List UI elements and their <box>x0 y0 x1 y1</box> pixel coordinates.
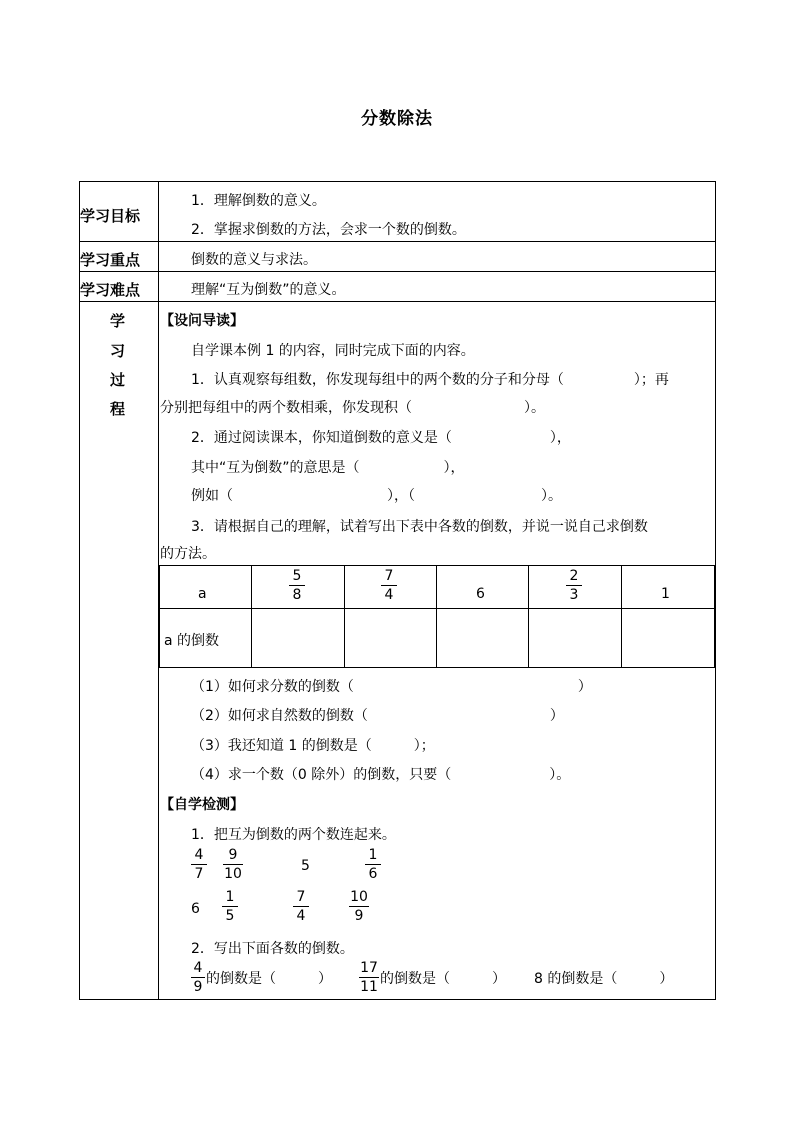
row-divider <box>80 241 715 242</box>
recip-answer-2: 的倒数是（ ） <box>380 971 506 987</box>
pair-fraction-10-9: 10 9 <box>350 889 368 924</box>
sub-question-2: （2）如何求自然数的倒数（ ） <box>191 708 564 724</box>
row-divider <box>80 301 715 302</box>
objective-item-2: 2．掌握求倒数的方法，会求一个数的倒数。 <box>191 222 466 238</box>
question-3-line-2: 的方法。 <box>160 546 216 562</box>
table-column-divider <box>528 566 529 667</box>
table-value-6: 6 <box>476 586 485 602</box>
page-title: 分数除法 <box>361 109 433 129</box>
table-column-divider <box>344 566 345 667</box>
key-points-label: 学习重点 <box>80 251 141 269</box>
reciprocal-table <box>159 565 715 668</box>
pair-fraction-7-4: 7 4 <box>293 889 309 924</box>
pair-fraction-9-10: 9 10 <box>224 847 242 882</box>
objective-item-1: 1．理解倒数的意义。 <box>191 193 326 209</box>
table-fraction-5-8: 5 8 <box>289 568 305 603</box>
recip-fraction-4-9: 4 9 <box>191 960 205 995</box>
table-row-label-reciprocal: a 的倒数 <box>164 633 220 649</box>
pair-fraction-4-7: 4 7 <box>191 847 207 882</box>
pair-value-6: 6 <box>191 901 200 917</box>
question-3-line-1: 3．请根据自己的理解，试着写出下表中各数的倒数，并说一说自己求倒数 <box>191 519 648 535</box>
table-column-divider <box>436 566 437 667</box>
table-column-divider <box>621 566 622 667</box>
sub-question-3: （3）我还知道 1 的倒数是（ ）； <box>191 738 435 754</box>
guide-heading: 【设问导读】 <box>160 313 244 329</box>
difficulties-label: 学习难点 <box>80 281 141 299</box>
sub-question-4: （4）求一个数（0 除外）的倒数，只要（ ）。 <box>191 767 571 783</box>
table-fraction-2-3: 2 3 <box>566 568 582 603</box>
check-question-1: 1．把互为倒数的两个数连起来。 <box>191 827 396 843</box>
check-question-2: 2．写出下面各数的倒数。 <box>191 941 354 957</box>
recip-answer-1: 的倒数是（ ） <box>206 971 332 987</box>
pair-fraction-1-6: 1 6 <box>365 847 381 882</box>
table-row-divider <box>160 608 714 609</box>
lesson-table <box>79 181 716 1000</box>
row-divider <box>80 271 715 272</box>
question-2-line-3: 例如（ ），（ ）。 <box>191 488 562 504</box>
process-label-char: 习 <box>110 342 126 360</box>
process-label-char: 学 <box>110 312 126 330</box>
key-points-text: 倒数的意义与求法。 <box>191 252 317 268</box>
table-fraction-7-4: 7 4 <box>381 568 397 603</box>
recip-answer-3: 8 的倒数是（ ） <box>534 971 674 987</box>
question-2-line-1: 2．通过阅读课本，你知道倒数的意义是（ ）， <box>191 430 571 446</box>
pair-value-5: 5 <box>301 858 310 874</box>
process-label-char: 程 <box>110 400 126 418</box>
pair-fraction-1-5: 1 5 <box>222 889 238 924</box>
table-row-label-a: a <box>198 586 207 602</box>
question-2-line-2: 其中“互为倒数”的意思是（ ）， <box>191 460 465 476</box>
difficulties-text: 理解“互为倒数”的意义。 <box>191 282 346 298</box>
sub-question-1: （1）如何求分数的倒数（ ） <box>191 679 592 695</box>
objectives-label: 学习目标 <box>80 207 141 225</box>
check-heading: 【自学检测】 <box>160 797 244 813</box>
process-label-char: 过 <box>110 371 126 389</box>
intro-text: 自学课本例 1 的内容，同时完成下面的内容。 <box>191 343 475 359</box>
table-value-1: 1 <box>661 586 670 602</box>
question-1-line-1: 1．认真观察每组数，你发现每组中的两个数的分子和分母（ ）；再 <box>191 372 669 388</box>
recip-fraction-17-11: 17 11 <box>360 960 378 995</box>
question-1-line-2: 分别把每组中的两个数相乘，你发现积（ ）。 <box>160 400 545 416</box>
table-column-divider <box>251 566 252 667</box>
